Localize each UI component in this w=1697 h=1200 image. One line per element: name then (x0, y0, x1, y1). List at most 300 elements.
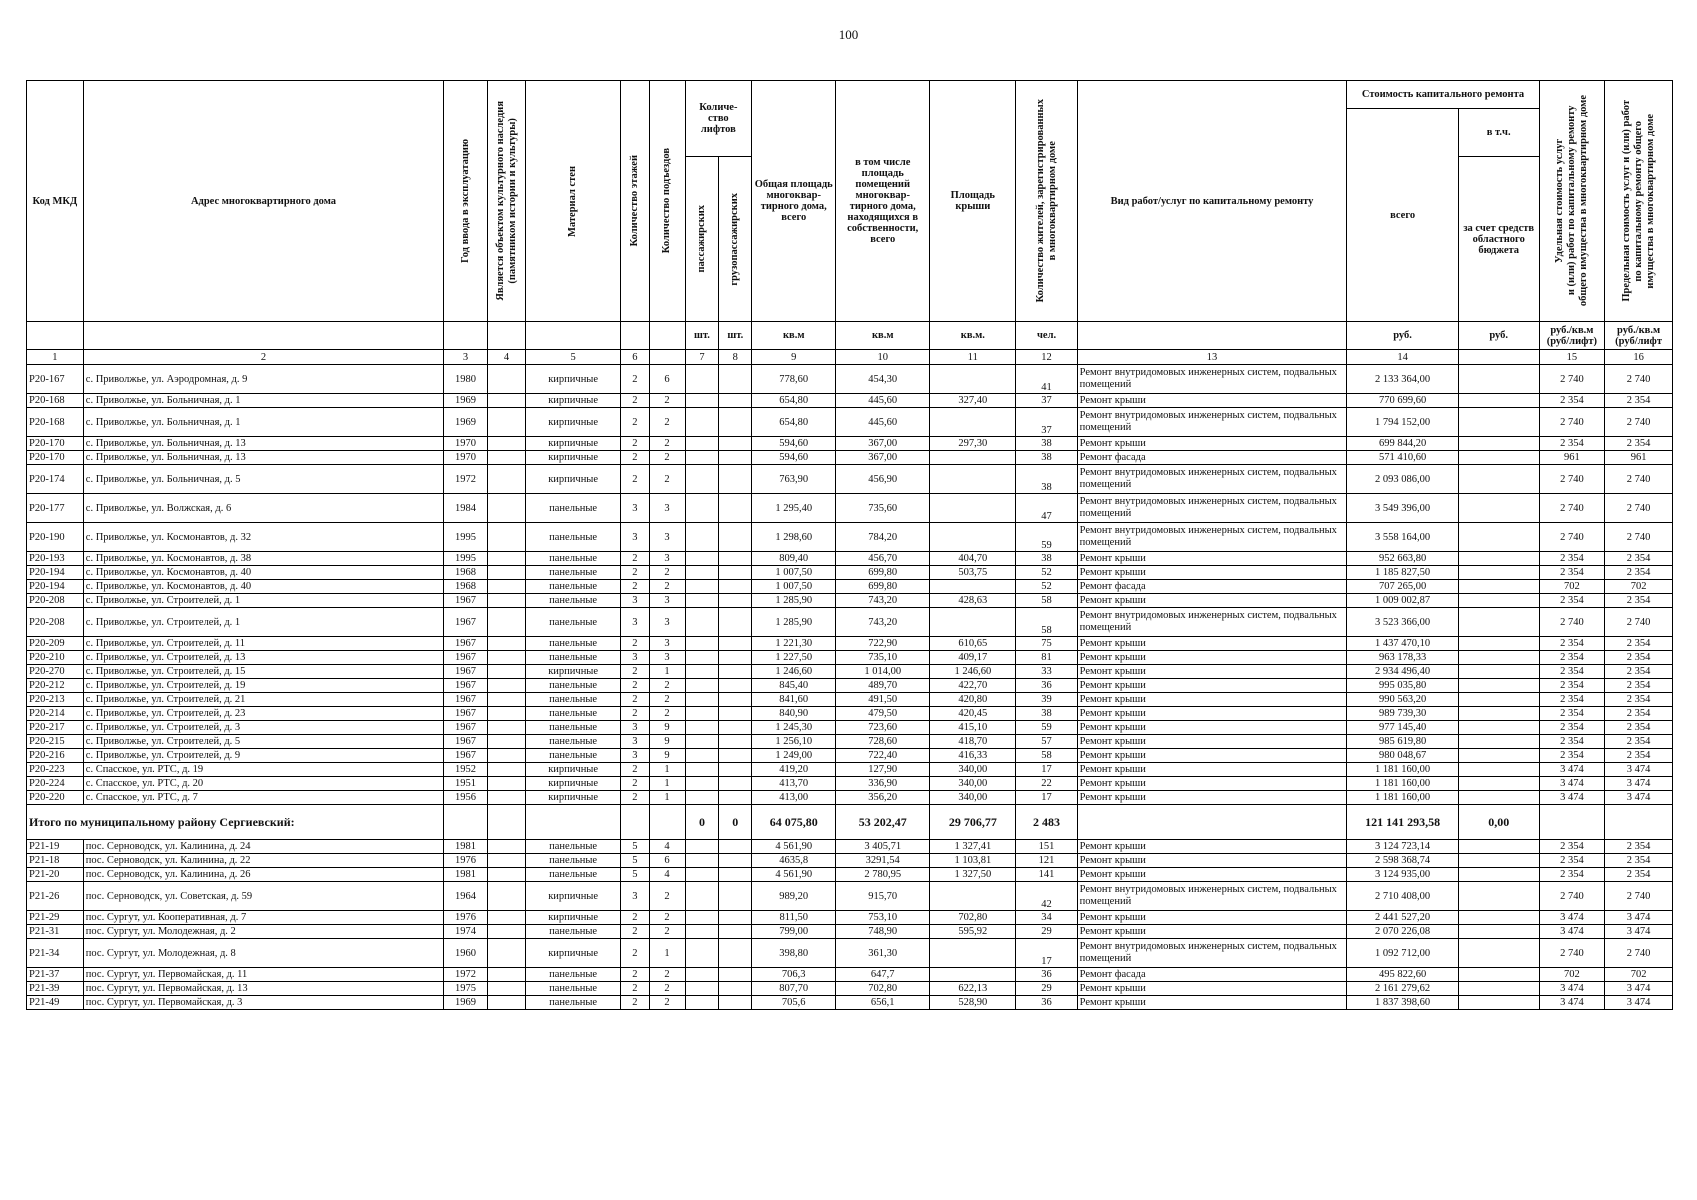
cell-area-total: 1 221,30 (752, 637, 836, 651)
cell-cost-regional (1458, 968, 1539, 982)
cell-roof-area (930, 365, 1016, 394)
cell-lifts-cargo (719, 637, 752, 651)
cell-cost-regional (1458, 763, 1539, 777)
cell-area-total: 841,60 (752, 693, 836, 707)
cell-area-owned: 445,60 (836, 394, 930, 408)
cell-work-type: Ремонт крыши (1077, 637, 1347, 651)
cell-cost-total: 1 185 827,50 (1347, 566, 1458, 580)
cell-walls: кирпичные (526, 777, 621, 791)
cell-walls: панельные (526, 854, 621, 868)
cell-year: 1967 (444, 679, 488, 693)
cell-unit-cost: 2 740 (1539, 608, 1605, 637)
cell-cost-regional (1458, 637, 1539, 651)
cell-year: 1976 (444, 911, 488, 925)
table-row (27, 882, 1673, 911)
cell-code: Р21-19 (27, 840, 84, 854)
cell-walls: кирпичные (526, 365, 621, 394)
total-cost: 121 141 293,58 (1347, 805, 1458, 840)
table-row (27, 494, 1673, 523)
cell-lifts-pass (685, 523, 719, 552)
table-row (27, 982, 1673, 996)
cell-cost-total: 1 092 712,00 (1347, 939, 1458, 968)
cell-code: Р20-174 (27, 465, 84, 494)
cell-cost-total: 495 822,60 (1347, 968, 1458, 982)
cell-code: Р20-224 (27, 777, 84, 791)
cell-cost-total: 1 794 152,00 (1347, 408, 1458, 437)
cell-code: Р20-212 (27, 679, 84, 693)
cell-cost-total: 707 265,00 (1347, 580, 1458, 594)
cell-roof-area (930, 882, 1016, 911)
cell-address: с. Приволжье, ул. Строителей, д. 1 (83, 594, 443, 608)
cell-residents: 58 (1016, 749, 1077, 763)
cell-lifts-pass (685, 693, 719, 707)
cell-work-type: Ремонт крыши (1077, 735, 1347, 749)
cell-area-owned: 647,7 (836, 968, 930, 982)
cell-walls: панельные (526, 693, 621, 707)
cell-heritage (487, 911, 525, 925)
cell-work-type: Ремонт внутридомовых инженерных систем, подвальных помещений (1077, 882, 1347, 911)
total-section (27, 805, 1673, 840)
table-row (27, 721, 1673, 735)
cell-year: 1967 (444, 721, 488, 735)
cell-address: с. Приволжье, ул. Волжская, д. 6 (83, 494, 443, 523)
cell-area-owned: 127,90 (836, 763, 930, 777)
cell-cost-total: 2 441 527,20 (1347, 911, 1458, 925)
cell-unit-cost: 2 354 (1539, 868, 1605, 882)
cell-code: Р20-223 (27, 763, 84, 777)
cell-walls: панельные (526, 996, 621, 1010)
cell-lifts-cargo (719, 868, 752, 882)
cell-roof-area: 422,70 (930, 679, 1016, 693)
cell-code: Р20-220 (27, 791, 84, 805)
cell-cost-regional (1458, 365, 1539, 394)
cell-floors: 3 (621, 523, 649, 552)
cell-area-total: 1 245,30 (752, 721, 836, 735)
column-numbers-row: 1 2 3 4 5 6 7 8 9 10 11 12 13 14 15 16 (27, 350, 1673, 365)
cell-walls: панельные (526, 523, 621, 552)
cell-lifts-pass (685, 721, 719, 735)
cell-roof-area (930, 451, 1016, 465)
cell-floors: 3 (621, 749, 649, 763)
cell-floors: 2 (621, 679, 649, 693)
cell-work-type: Ремонт фасада (1077, 580, 1347, 594)
cell-area-total: 1 227,50 (752, 651, 836, 665)
cell-area-total: 1 007,50 (752, 566, 836, 580)
cell-residents: 36 (1016, 679, 1077, 693)
cell-walls: панельные (526, 707, 621, 721)
cell-cost-total: 1 837 398,60 (1347, 996, 1458, 1010)
cell-work-type: Ремонт крыши (1077, 394, 1347, 408)
cell-area-owned: 1 014,00 (836, 665, 930, 679)
cell-cost-regional (1458, 854, 1539, 868)
cell-cost-total: 1 437 470,10 (1347, 637, 1458, 651)
total-regional: 0,00 (1458, 805, 1539, 840)
cell-roof-area (930, 939, 1016, 968)
cell-residents: 58 (1016, 608, 1077, 637)
cell-lifts-pass (685, 365, 719, 394)
cell-heritage (487, 968, 525, 982)
cell-code: Р21-34 (27, 939, 84, 968)
cell-area-total: 845,40 (752, 679, 836, 693)
cell-unit-cost: 961 (1539, 451, 1605, 465)
cell-max-cost: 2 740 (1605, 494, 1673, 523)
cell-code: Р20-170 (27, 451, 84, 465)
unit-lifts-pass: шт. (685, 322, 719, 350)
cell-cost-regional (1458, 594, 1539, 608)
cell-lifts-pass (685, 777, 719, 791)
cell-residents: 47 (1016, 494, 1077, 523)
cell-cost-regional (1458, 394, 1539, 408)
cell-lifts-pass (685, 707, 719, 721)
cell-lifts-cargo (719, 651, 752, 665)
cell-walls: панельные (526, 580, 621, 594)
table-row (27, 777, 1673, 791)
cell-walls: панельные (526, 840, 621, 854)
cell-area-total: 706,3 (752, 968, 836, 982)
cell-cost-total: 977 145,40 (1347, 721, 1458, 735)
cell-lifts-cargo (719, 451, 752, 465)
table-row (27, 651, 1673, 665)
unit-area-total: кв.м (752, 322, 836, 350)
cell-residents: 39 (1016, 693, 1077, 707)
header-floors: Количество этажей (621, 81, 649, 322)
cell-floors: 2 (621, 580, 649, 594)
cell-area-total: 1 285,90 (752, 608, 836, 637)
cell-work-type: Ремонт крыши (1077, 996, 1347, 1010)
cell-unit-cost: 3 474 (1539, 925, 1605, 939)
cell-work-type: Ремонт крыши (1077, 552, 1347, 566)
table-row (27, 911, 1673, 925)
table-row (27, 925, 1673, 939)
cell-area-owned: 735,10 (836, 651, 930, 665)
cell-entrances: 3 (649, 594, 685, 608)
cell-lifts-pass (685, 939, 719, 968)
cell-area-owned: 702,80 (836, 982, 930, 996)
table-row (27, 523, 1673, 552)
cell-lifts-cargo (719, 968, 752, 982)
cell-entrances: 2 (649, 408, 685, 437)
header-cost-total: всего (1347, 109, 1458, 322)
cell-heritage (487, 721, 525, 735)
cell-cost-total: 1 181 160,00 (1347, 763, 1458, 777)
cell-heritage (487, 763, 525, 777)
cell-lifts-pass (685, 651, 719, 665)
cell-cost-regional (1458, 465, 1539, 494)
cell-heritage (487, 996, 525, 1010)
cell-roof-area: 428,63 (930, 594, 1016, 608)
cell-walls: панельные (526, 749, 621, 763)
cell-unit-cost: 2 354 (1539, 552, 1605, 566)
cell-roof-area: 1 246,60 (930, 665, 1016, 679)
cell-walls: панельные (526, 982, 621, 996)
cell-entrances: 9 (649, 735, 685, 749)
cell-lifts-pass (685, 394, 719, 408)
cell-area-owned: 456,90 (836, 465, 930, 494)
table-row (27, 408, 1673, 437)
cell-entrances: 2 (649, 693, 685, 707)
cell-year: 1981 (444, 840, 488, 854)
cell-entrances: 9 (649, 749, 685, 763)
cell-walls: кирпичные (526, 939, 621, 968)
cell-entrances: 9 (649, 721, 685, 735)
table-row (27, 791, 1673, 805)
cell-address: с. Приволжье, ул. Космонавтов, д. 40 (83, 566, 443, 580)
cell-lifts-cargo (719, 693, 752, 707)
cell-address: с. Спасское, ул. РТС, д. 7 (83, 791, 443, 805)
cell-max-cost: 2 354 (1605, 394, 1673, 408)
cell-cost-regional (1458, 651, 1539, 665)
cell-floors: 2 (621, 552, 649, 566)
cell-area-owned: 361,30 (836, 939, 930, 968)
cell-lifts-cargo (719, 437, 752, 451)
cell-max-cost: 2 740 (1605, 408, 1673, 437)
cell-entrances: 2 (649, 566, 685, 580)
table-row (27, 693, 1673, 707)
cell-lifts-pass (685, 840, 719, 854)
cell-walls: кирпичные (526, 451, 621, 465)
cell-max-cost: 3 474 (1605, 925, 1673, 939)
cell-walls: панельные (526, 637, 621, 651)
cell-work-type: Ремонт крыши (1077, 693, 1347, 707)
cell-code: Р20-216 (27, 749, 84, 763)
cell-year: 1975 (444, 982, 488, 996)
cell-floors: 2 (621, 451, 649, 465)
cell-unit-cost: 3 474 (1539, 791, 1605, 805)
cell-entrances: 1 (649, 939, 685, 968)
cell-cost-total: 1 181 160,00 (1347, 791, 1458, 805)
cell-area-total: 809,40 (752, 552, 836, 566)
cell-cost-total: 1 009 002,87 (1347, 594, 1458, 608)
table-row (27, 939, 1673, 968)
cell-area-owned: 784,20 (836, 523, 930, 552)
cell-address: с. Приволжье, ул. Больничная, д. 1 (83, 408, 443, 437)
cell-cost-total: 3 124 723,14 (1347, 840, 1458, 854)
cell-heritage (487, 693, 525, 707)
cell-floors: 2 (621, 996, 649, 1010)
cell-walls: кирпичные (526, 408, 621, 437)
cell-code: Р20-170 (27, 437, 84, 451)
cell-lifts-cargo (719, 408, 752, 437)
cell-max-cost: 2 354 (1605, 437, 1673, 451)
cell-roof-area: 503,75 (930, 566, 1016, 580)
total-area: 64 075,80 (752, 805, 836, 840)
cell-address: пос. Сургут, ул. Кооперативная, д. 7 (83, 911, 443, 925)
cell-residents: 22 (1016, 777, 1077, 791)
cell-work-type: Ремонт внутридомовых инженерных систем, подвальных помещений (1077, 465, 1347, 494)
cell-area-total: 654,80 (752, 394, 836, 408)
unit-lifts-cargo: шт. (719, 322, 752, 350)
cell-cost-regional (1458, 939, 1539, 968)
cell-cost-regional (1458, 777, 1539, 791)
cell-floors: 2 (621, 665, 649, 679)
cell-code: Р20-193 (27, 552, 84, 566)
cell-heritage (487, 982, 525, 996)
cell-area-owned: 445,60 (836, 408, 930, 437)
cell-unit-cost: 702 (1539, 580, 1605, 594)
cell-cost-total: 2 093 086,00 (1347, 465, 1458, 494)
cell-cost-regional (1458, 437, 1539, 451)
cell-year: 1967 (444, 665, 488, 679)
cell-floors: 2 (621, 637, 649, 651)
cell-area-total: 398,80 (752, 939, 836, 968)
cell-cost-regional (1458, 996, 1539, 1010)
cell-max-cost: 2 740 (1605, 523, 1673, 552)
cell-cost-total: 980 048,67 (1347, 749, 1458, 763)
cell-cost-regional (1458, 665, 1539, 679)
cell-roof-area: 622,13 (930, 982, 1016, 996)
cell-roof-area: 420,45 (930, 707, 1016, 721)
cell-unit-cost: 2 354 (1539, 721, 1605, 735)
cell-address: с. Приволжье, ул. Больничная, д. 13 (83, 451, 443, 465)
cell-residents: 81 (1016, 651, 1077, 665)
cell-lifts-cargo (719, 552, 752, 566)
cell-max-cost: 3 474 (1605, 996, 1673, 1010)
cell-address: пос. Серноводск, ул. Калинина, д. 24 (83, 840, 443, 854)
cell-walls: кирпичные (526, 465, 621, 494)
total-label: Итого по муниципальному району Сергиевский: (27, 805, 444, 840)
cell-floors: 2 (621, 777, 649, 791)
cell-work-type: Ремонт крыши (1077, 679, 1347, 693)
cell-code: Р20-168 (27, 394, 84, 408)
cell-residents: 17 (1016, 939, 1077, 968)
header-heritage: Является объектом культурного наследия (памятником истории и культуры) (487, 81, 525, 322)
cell-unit-cost: 2 354 (1539, 394, 1605, 408)
cell-roof-area: 420,80 (930, 693, 1016, 707)
table-row (27, 451, 1673, 465)
cell-lifts-cargo (719, 465, 752, 494)
cell-heritage (487, 679, 525, 693)
cell-area-total: 4635,8 (752, 854, 836, 868)
cell-area-owned: 336,90 (836, 777, 930, 791)
cell-floors: 3 (621, 594, 649, 608)
cell-residents: 75 (1016, 637, 1077, 651)
cell-heritage (487, 707, 525, 721)
cell-lifts-cargo (719, 911, 752, 925)
cell-max-cost: 2 354 (1605, 637, 1673, 651)
cell-walls: панельные (526, 594, 621, 608)
cell-floors: 2 (621, 939, 649, 968)
cell-walls: панельные (526, 651, 621, 665)
table-row (27, 637, 1673, 651)
cell-entrances: 1 (649, 791, 685, 805)
cell-lifts-pass (685, 735, 719, 749)
cell-lifts-cargo (719, 665, 752, 679)
cell-residents: 41 (1016, 365, 1077, 394)
cell-area-total: 594,60 (752, 451, 836, 465)
header-cost: Стоимость капитального ремонта (1347, 81, 1539, 109)
cell-code: Р21-49 (27, 996, 84, 1010)
cell-cost-total: 2 598 368,74 (1347, 854, 1458, 868)
cell-lifts-cargo (719, 594, 752, 608)
cell-floors: 2 (621, 394, 649, 408)
cell-address: пос. Сургут, ул. Молодежная, д. 2 (83, 925, 443, 939)
cell-address: с. Спасское, ул. РТС, д. 19 (83, 763, 443, 777)
cell-max-cost: 2 354 (1605, 679, 1673, 693)
cell-code: Р20-168 (27, 408, 84, 437)
cell-heritage (487, 365, 525, 394)
cell-area-total: 705,6 (752, 996, 836, 1010)
cell-area-owned: 728,60 (836, 735, 930, 749)
cell-cost-regional (1458, 494, 1539, 523)
cell-work-type: Ремонт крыши (1077, 854, 1347, 868)
cell-work-type: Ремонт крыши (1077, 707, 1347, 721)
cell-area-total: 1 249,00 (752, 749, 836, 763)
cell-heritage (487, 882, 525, 911)
cell-area-total: 807,70 (752, 982, 836, 996)
cell-roof-area: 1 327,41 (930, 840, 1016, 854)
cell-max-cost: 3 474 (1605, 982, 1673, 996)
cell-area-owned: 356,20 (836, 791, 930, 805)
cell-max-cost: 961 (1605, 451, 1673, 465)
page-number: 100 (838, 27, 859, 42)
cell-lifts-cargo (719, 679, 752, 693)
cell-cost-regional (1458, 552, 1539, 566)
cell-cost-total: 1 181 160,00 (1347, 777, 1458, 791)
cell-cost-regional (1458, 925, 1539, 939)
cell-unit-cost: 3 474 (1539, 996, 1605, 1010)
cell-heritage (487, 594, 525, 608)
cell-walls: панельные (526, 721, 621, 735)
cell-area-owned: 656,1 (836, 996, 930, 1010)
cell-area-total: 413,70 (752, 777, 836, 791)
cell-roof-area: 415,10 (930, 721, 1016, 735)
cell-lifts-pass (685, 854, 719, 868)
cell-residents: 38 (1016, 465, 1077, 494)
cell-work-type: Ремонт крыши (1077, 925, 1347, 939)
cell-unit-cost: 2 354 (1539, 749, 1605, 763)
table-row (27, 465, 1673, 494)
cell-code: Р21-31 (27, 925, 84, 939)
cell-work-type: Ремонт внутридомовых инженерных систем, подвальных помещений (1077, 523, 1347, 552)
cell-cost-regional (1458, 707, 1539, 721)
cell-max-cost: 2 354 (1605, 735, 1673, 749)
cell-area-owned: 3 405,71 (836, 840, 930, 854)
cell-entrances: 2 (649, 465, 685, 494)
cell-cost-total: 2 934 496,40 (1347, 665, 1458, 679)
cell-heritage (487, 408, 525, 437)
cell-work-type: Ремонт крыши (1077, 791, 1347, 805)
header-area-total: Общая площадь многоквар-тирного дома, всего (752, 81, 836, 322)
cell-year: 1967 (444, 693, 488, 707)
total-owned: 53 202,47 (836, 805, 930, 840)
cell-unit-cost: 2 354 (1539, 707, 1605, 721)
cell-code: Р20-210 (27, 651, 84, 665)
cell-unit-cost: 2 740 (1539, 365, 1605, 394)
cell-work-type: Ремонт крыши (1077, 721, 1347, 735)
cell-entrances: 6 (649, 365, 685, 394)
cell-residents: 52 (1016, 580, 1077, 594)
cell-area-owned: 454,30 (836, 365, 930, 394)
cell-floors: 2 (621, 763, 649, 777)
cell-area-owned: 748,90 (836, 925, 930, 939)
cell-entrances: 2 (649, 996, 685, 1010)
cell-lifts-cargo (719, 749, 752, 763)
header-residents: Количество жителей, зарегистрированных в многоквартирном доме (1016, 81, 1077, 322)
cell-lifts-pass (685, 608, 719, 637)
cell-entrances: 2 (649, 882, 685, 911)
cell-area-owned: 367,00 (836, 451, 930, 465)
cell-area-owned: 456,70 (836, 552, 930, 566)
cell-area-owned: 491,50 (836, 693, 930, 707)
cell-unit-cost: 3 474 (1539, 777, 1605, 791)
cell-work-type: Ремонт крыши (1077, 982, 1347, 996)
header-lifts: Количе- ство лифтов (685, 81, 752, 157)
cell-heritage (487, 939, 525, 968)
table-row (27, 840, 1673, 854)
cell-residents: 17 (1016, 791, 1077, 805)
cell-heritage (487, 791, 525, 805)
cell-entrances: 4 (649, 868, 685, 882)
